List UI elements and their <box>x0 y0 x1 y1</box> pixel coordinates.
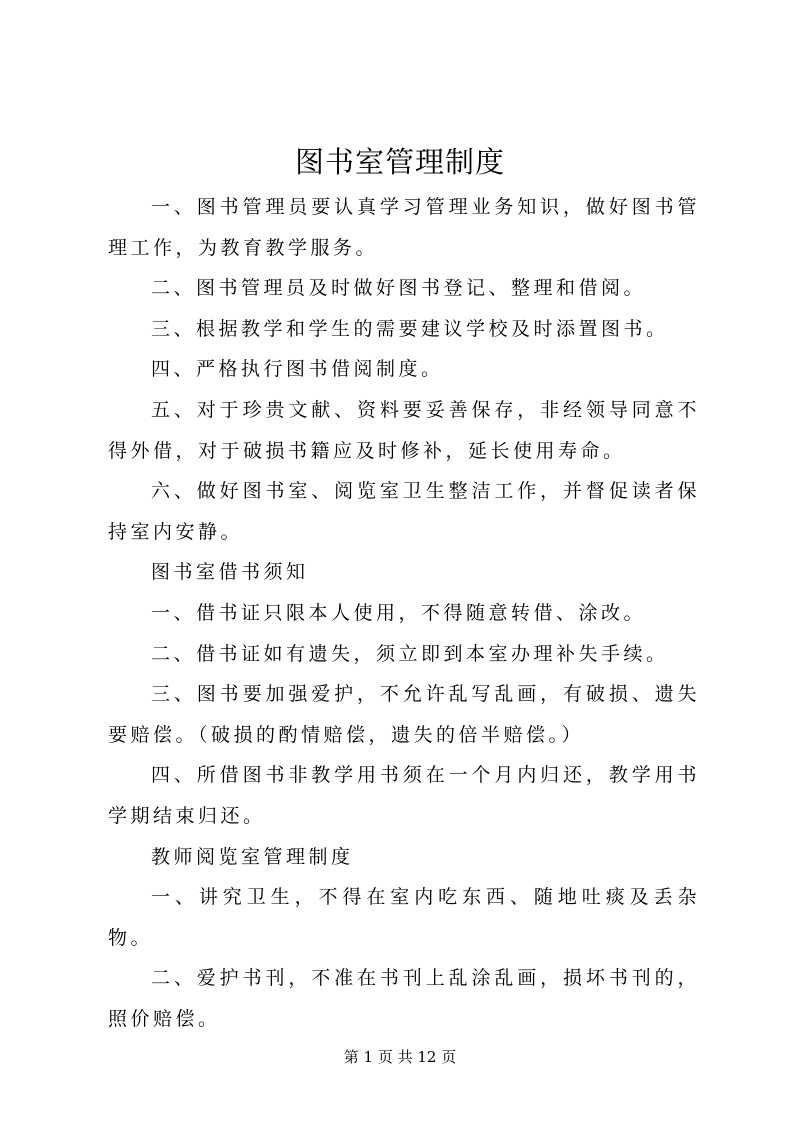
paragraph: 三、图书要加强爱护，不允许乱写乱画，有破损、遗失要赔偿。（破损的酌情赔偿，遗失的倍半赔偿。） <box>108 683 700 746</box>
paragraph: 四、所借图书非教学用书须在一个月内归还，教学用书学期结束归还。 <box>108 764 700 827</box>
document-body <box>108 187 700 1039</box>
paragraph: 二、图书管理员及时做好图书登记、整理和借阅。 <box>151 277 647 300</box>
paragraph: 二、爱护书刊，不准在书刊上乱涂乱画，损坏书刊的，照价赔偿。 <box>108 967 700 1030</box>
paragraph: 六、做好图书室、阅览室卫生整洁工作，并督促读者保持室内安静。 <box>108 480 700 543</box>
paragraph: 一、讲究卫生，不得在室内吃东西、随地吐痰及丢杂物。 <box>108 886 700 949</box>
paragraph: 三、根据教学和学生的需要建议学校及时添置图书。 <box>151 317 669 340</box>
paragraph: 一、借书证只限本人使用，不得随意转借、涂改。 <box>151 601 647 624</box>
document-title: 图书室管理制度 <box>294 145 505 179</box>
section-heading: 教师阅览室管理制度 <box>151 845 354 868</box>
paragraph: 二、借书证如有遗失，须立即到本室办理补失手续。 <box>151 642 669 665</box>
paragraph: 五、对于珍贵文献、资料要妥善保存，非经领导同意不得外借，对于破损书籍应及时修补，延长使用寿命。 <box>108 398 700 462</box>
paragraph: 四、严格执行图书借阅制度。 <box>151 358 444 381</box>
page-footer: 第 1 页 共 12 页 <box>343 1048 457 1066</box>
paragraph: 一、图书管理员要认真学习管理业务知识，做好图书管理工作，为教育教学服务。 <box>108 196 700 259</box>
section-heading: 图书室借书须知 <box>151 561 309 584</box>
